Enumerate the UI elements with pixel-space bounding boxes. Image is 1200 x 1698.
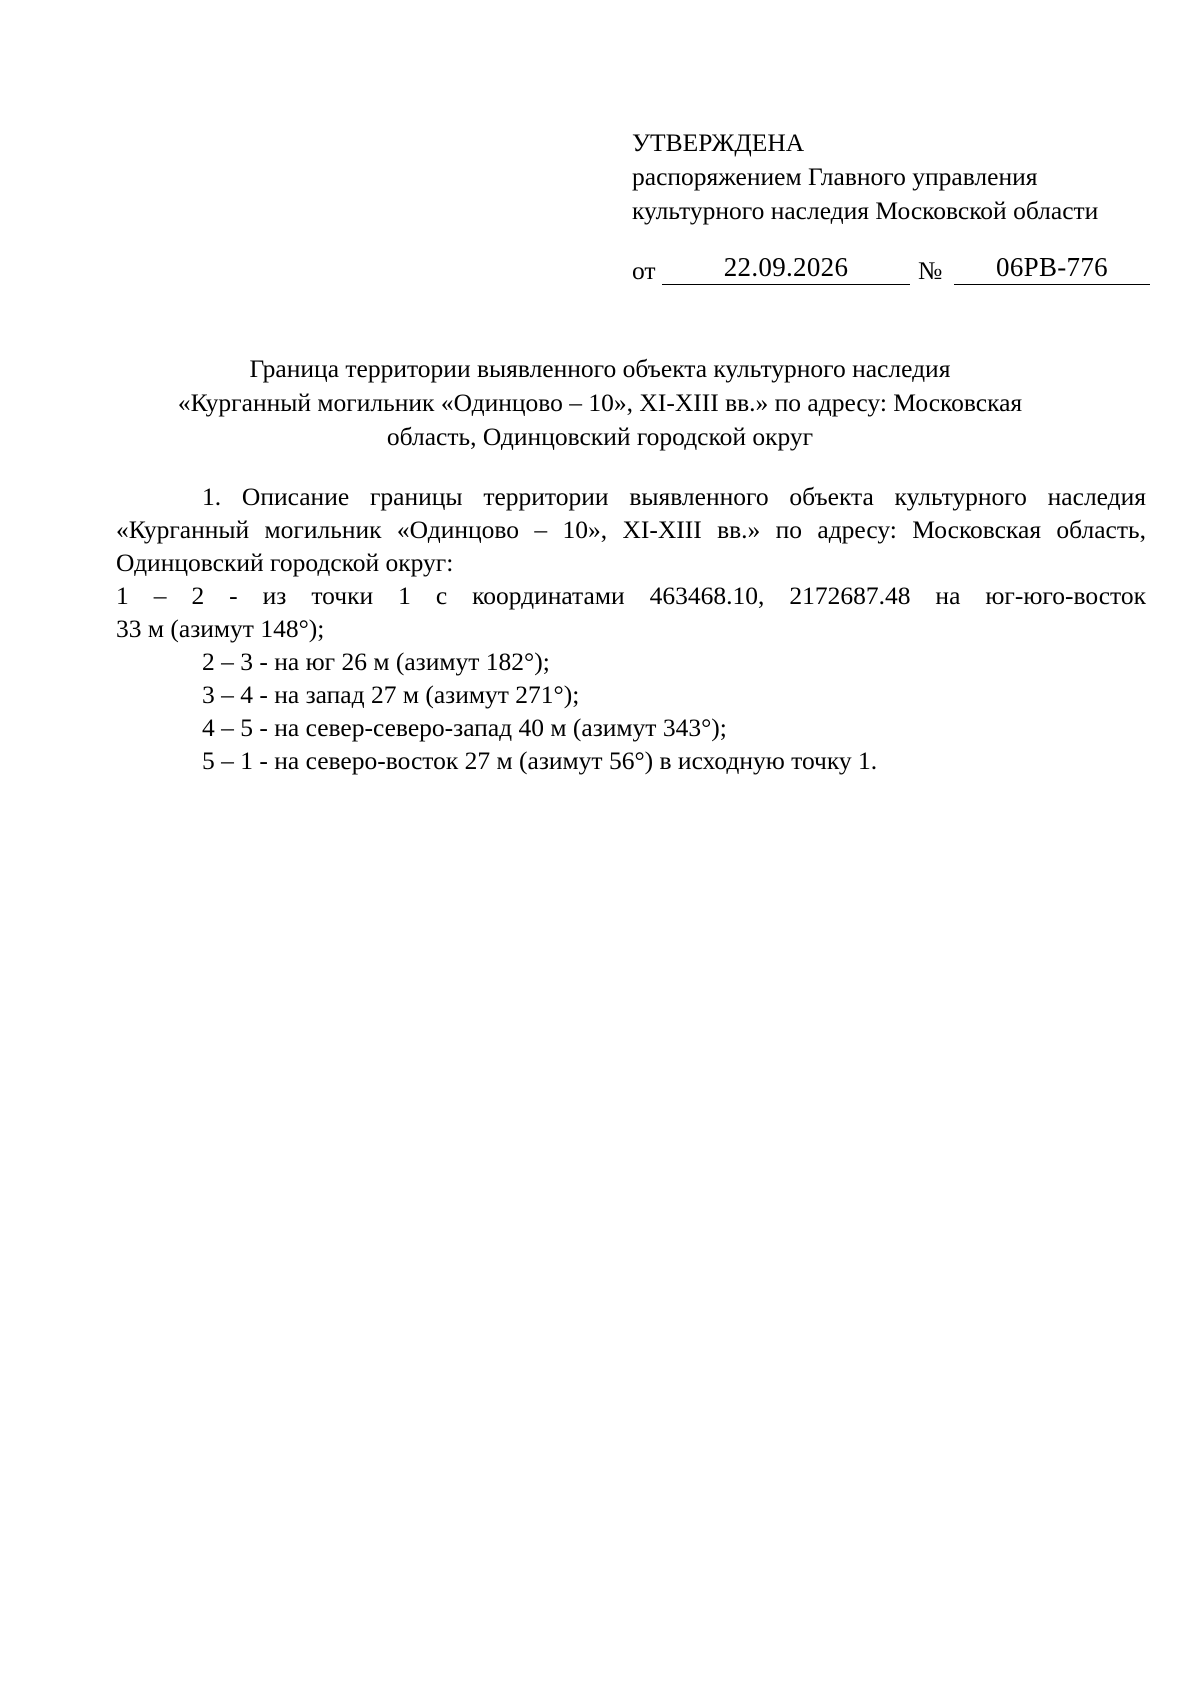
document-title bbox=[130, 352, 1070, 454]
title-line-2: «Курганный могильник «Одинцово – 10», XI-XIII вв.» по адресу: Московская bbox=[177, 388, 1023, 417]
boundary-description bbox=[116, 480, 1146, 777]
title-line-3: область, Одинцовский городской округ bbox=[386, 422, 814, 451]
segment-5-1: 5 – 1 - на северо-восток 27 м (азимут 56°) в исходную точку 1. bbox=[202, 746, 878, 775]
order-number-label: № bbox=[918, 256, 943, 285]
description-intro: 1. Описание границы территории выявленного объекта культурного наследия «Курганный могильник «Одинцово – 10», XI-XIII вв.» по адресу: Московская область, Одинцовский городской округ: bbox=[116, 482, 1146, 577]
approval-authority-line-1: распоряжением Главного управления bbox=[632, 162, 1038, 191]
order-reference bbox=[632, 254, 1152, 288]
segment-2-3: 2 – 3 - на юг 26 м (азимут 182°); bbox=[202, 647, 550, 676]
order-date: 22.09.2026 bbox=[662, 254, 910, 285]
approval-stamp-block bbox=[632, 126, 1172, 228]
order-from-label: от bbox=[632, 256, 656, 285]
segment-3-4: 3 – 4 - на запад 27 м (азимут 271°); bbox=[202, 680, 580, 709]
segment-4-5: 4 – 5 - на север-северо-запад 40 м (азимут 343°); bbox=[202, 713, 727, 742]
title-line-1: Граница территории выявленного объекта культурного наследия bbox=[249, 354, 951, 383]
approval-status: УТВЕРЖДЕНА bbox=[632, 128, 805, 157]
segment-1-2 bbox=[116, 579, 1146, 612]
segment-1-2-continuation: 33 м (азимут 148°); bbox=[116, 614, 325, 643]
approval-authority-line-2: культурного наследия Московской области bbox=[632, 196, 1099, 225]
segment-1-2-line-1: 1 – 2 - из точки 1 с координатами 463468.10, 2172687.48 на юг-юго-восток bbox=[116, 581, 1146, 610]
order-number: 06РВ-776 bbox=[954, 254, 1150, 285]
